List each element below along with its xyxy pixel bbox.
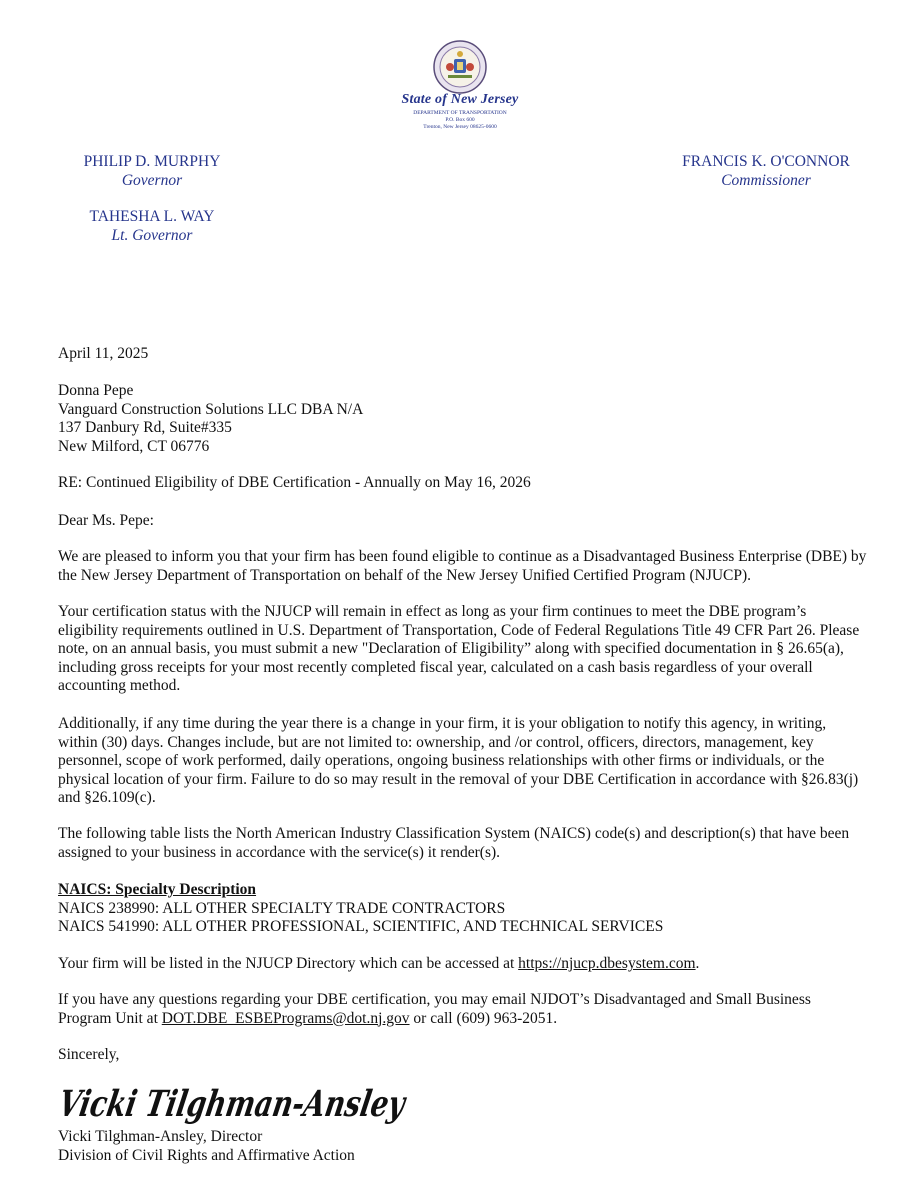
- questions-text: If you have any questions regarding your DBE certification, you may email NJDOT’s Disadvantaged and Small Business Program Unit at: [58, 991, 811, 1027]
- letter-closing: Sincerely,: [58, 1046, 120, 1063]
- letterhead-po-box: P.O. Box 600: [445, 117, 475, 123]
- commissioner-block: [660, 152, 872, 190]
- paragraph-questions: [58, 991, 868, 1028]
- signer-name-title: Vicki Tilghman-Ansley, Director: [58, 1128, 263, 1145]
- lt-governor-name: TAHESHA L. WAY: [89, 208, 215, 225]
- naics-list: [58, 881, 868, 937]
- paragraph-directory: [58, 955, 868, 974]
- paragraph-changes: Additionally, if any time during the year there is a change in your firm, it is your obligation to notify this agency, in writing, within (30) days. Changes include, but are not limited to: ownership, and /or control, officers, directors, management, key personnel, scope of work performed, daily operations, ongoing business relationships with other firms or individuals, or the physical location of your firm. Failure to do so may result in the removal of your DBE Certification in accordance with §26.83(j) and §26.109(c).: [58, 715, 859, 806]
- recipient-company: Vanguard Construction Solutions LLC DBA N/A: [58, 400, 364, 418]
- recipient-address: [58, 382, 868, 456]
- letterhead-state-name: State of New Jersey: [401, 92, 519, 107]
- state-seal-icon: [433, 40, 487, 94]
- recipient-city: New Milford, CT 06776: [58, 437, 210, 455]
- governor-title: Governor: [121, 172, 183, 189]
- recipient-name: Donna Pepe: [58, 382, 134, 399]
- commissioner-title: Commissioner: [721, 172, 811, 189]
- letter-salutation: Dear Ms. Pepe:: [58, 512, 154, 529]
- letterhead-city: Trenton, New Jersey 08625-0600: [423, 124, 497, 130]
- recipient-street: 137 Danbury Rd, Suite#335: [58, 419, 232, 436]
- signature-image: [55, 1078, 518, 1128]
- email-link[interactable]: DOT.DBE_ESBEPrograms@dot.nj.gov: [161, 1009, 410, 1027]
- signer-block: [58, 1128, 868, 1165]
- directory-period: .: [695, 955, 700, 972]
- governor-name: PHILIP D. MURPHY: [83, 153, 221, 170]
- paragraph-eligibility: We are pleased to inform you that your firm has been found eligible to continue as a Disadvantaged Business Enterprise (DBE) by the New Jersey Department of Transportation on behalf of the New Jersey Unified Certified Program (NJUCP).: [58, 548, 867, 584]
- directory-text: Your firm will be listed in the NJUCP Directory which can be accessed at: [58, 955, 519, 972]
- signer-division: Division of Civil Rights and Affirmative Action: [58, 1146, 355, 1164]
- naics-item: NAICS 541990: ALL OTHER PROFESSIONAL, SCIENTIFIC, AND TECHNICAL SERVICES: [58, 918, 664, 935]
- lt-governor-title: Lt. Governor: [111, 227, 193, 244]
- letter-date: April 11, 2025: [58, 345, 149, 362]
- svg-text:Vicki Tilghman-Ansley: Vicki Tilghman-Ansley: [55, 1082, 518, 1125]
- naics-item: NAICS 238990: ALL OTHER SPECIALTY TRADE CONTRACTORS: [58, 899, 506, 917]
- commissioner-name: FRANCIS K. O'CONNOR: [682, 153, 850, 170]
- paragraph-certification-status: Your certification status with the NJUCP will remain in effect as long as your firm continues to meet the DBE program’s eligibility requirements outlined in U.S. Department of Transportation, Code of Federal Regulations Title 49 CFR Part 26. Please note, on an annual basis, you must submit a new "Declaration of Eligibility” along with specified documentation in § 26.65(a), including gross receipts for your most recently completed fiscal year, calculated on a cash basis regardless of your overall accounting method.: [58, 603, 860, 694]
- questions-phone: or call (609) 963-2051.: [409, 1009, 558, 1027]
- letterhead-department: DEPARTMENT OF TRANSPORTATION: [413, 110, 507, 116]
- directory-link[interactable]: https://njucp.dbesystem.com: [518, 955, 696, 972]
- letter-subject: RE: Continued Eligibility of DBE Certification - Annually on May 16, 2026: [58, 474, 531, 491]
- lt-governor-block: [52, 207, 252, 245]
- paragraph-naics-intro: The following table lists the North American Industry Classification System (NAICS) code(s) and description(s) that have been assigned to your business in accordance with the service(s) it render(s).: [58, 825, 850, 861]
- governor-block: [52, 152, 252, 190]
- naics-heading: NAICS: Specialty Description: [58, 881, 257, 898]
